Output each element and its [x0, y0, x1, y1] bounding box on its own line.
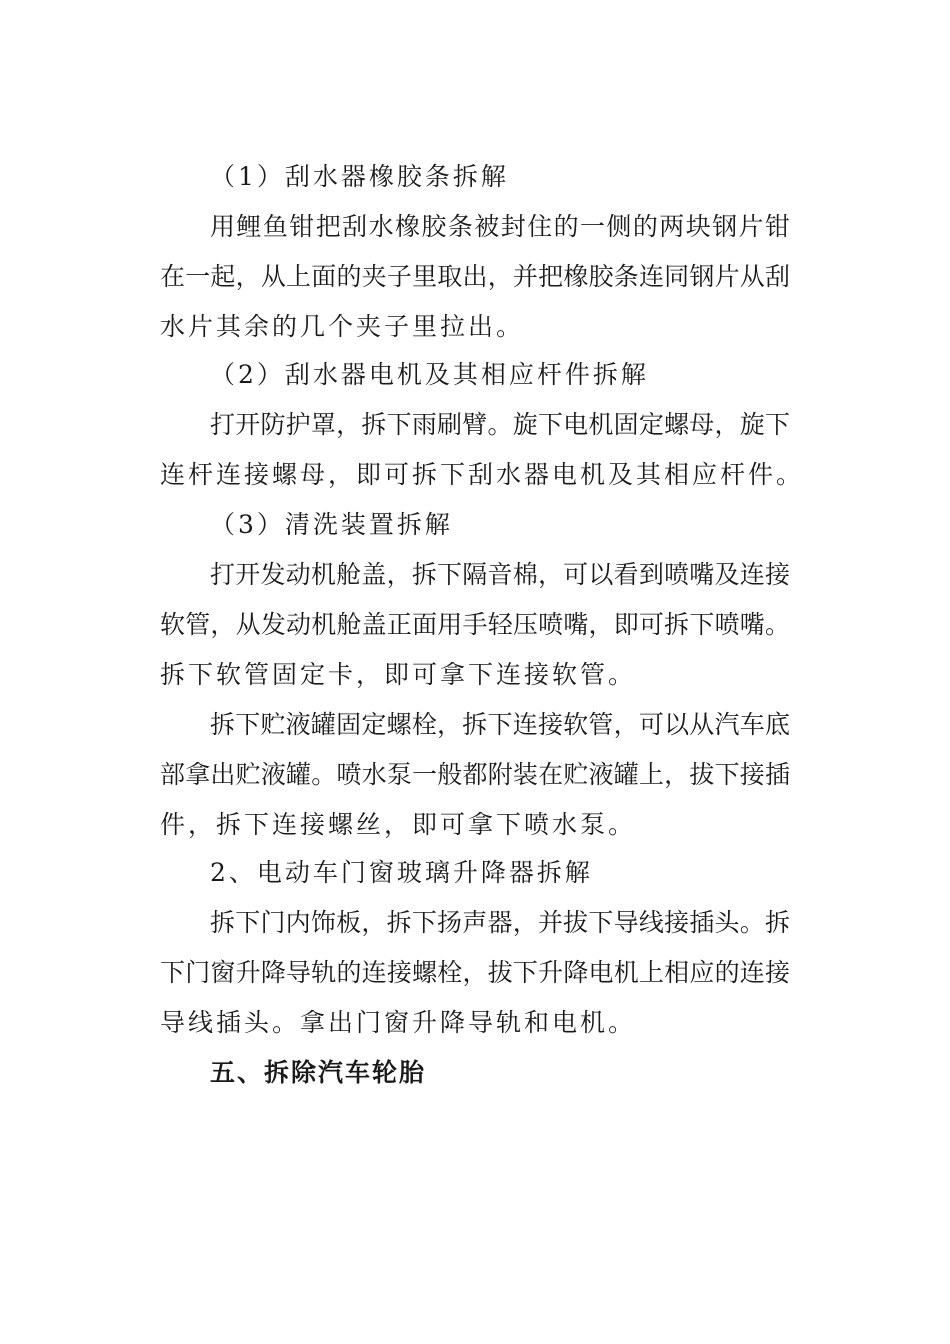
paragraph-line: 打开防护罩，拆下雨刷臂。旋下电机固定螺母，旋下	[210, 410, 790, 439]
section-heading-tires: 五、拆除汽车轮胎	[210, 1058, 427, 1087]
paragraph-line: 拆下门内饰板，拆下扬声器，并拔下导线接插头。拆	[210, 908, 790, 937]
subsection-heading-wiper-rubber: （1）刮水器橡胶条拆解	[210, 162, 509, 191]
subsection-heading-wiper-motor: （2）刮水器电机及其相应杆件拆解	[210, 360, 649, 389]
paragraph-line: 拆下软管固定卡，即可拿下连接软管。	[160, 660, 637, 689]
paragraph-line: 导线插头。拿出门窗升降导轨和电机。	[160, 1008, 637, 1037]
paragraph-line: 部拿出贮液罐。喷水泵一般都附装在贮液罐上，拔下接插	[160, 760, 790, 789]
paragraph-line: 件，拆下连接螺丝，即可拿下喷水泵。	[160, 810, 637, 839]
paragraph-line: 拆下贮液罐固定螺栓，拆下连接软管，可以从汽车底	[210, 710, 790, 739]
subsection-heading-washer: （3）清洗装置拆解	[210, 510, 453, 539]
paragraph-line: 水片其余的几个夹子里拉出。	[160, 312, 525, 341]
paragraph-line: 在一起，从上面的夹子里取出，并把橡胶条连同钢片从刮	[160, 262, 790, 291]
paragraph-line: 打开发动机舱盖，拆下隔音棉，可以看到喷嘴及连接	[210, 560, 790, 589]
paragraph-line: 软管，从发动机舱盖正面用手轻压喷嘴，即可拆下喷嘴。	[160, 610, 790, 639]
paragraph-line: 连杆连接螺母，即可拆下刮水器电机及其相应杆件。	[160, 460, 805, 489]
subsection-heading-window-regulator: 2、电动车门窗玻璃升降器拆解	[210, 858, 593, 887]
paragraph-line: 下门窗升降导轨的连接螺栓，拔下升降电机上相应的连接	[160, 958, 790, 987]
paragraph-line: 用鲤鱼钳把刮水橡胶条被封住的一侧的两块钢片钳	[210, 212, 790, 241]
